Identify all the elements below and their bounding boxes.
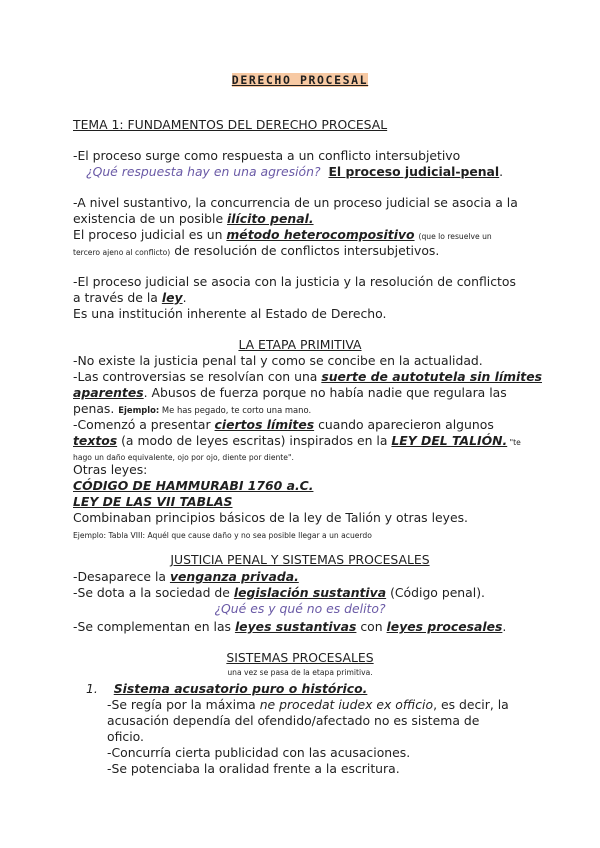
paragraph-line: a través de la ley.: [73, 290, 187, 305]
question-text: ¿Qué es y qué no es delito?: [214, 601, 386, 616]
section-heading-justicia: JUSTICIA PENAL Y SISTEMAS PROCESALES: [170, 552, 430, 567]
list-item-line: -Se potenciaba la oralidad frente a la escritura.: [107, 761, 400, 776]
document-title: DERECHO PROCESAL: [231, 73, 369, 87]
paragraph-line: -El proceso judicial se asocia con la justicia y la resolución de conflictos: [73, 274, 516, 289]
paragraph-line: Es una institución inherente al Estado de Derecho.: [73, 306, 387, 321]
paragraph-line: -Las controversias se resolvían con una suerte de autotutela sin límites: [73, 369, 542, 384]
list-item-line: -Concurría cierta publicidad con las acusaciones.: [107, 745, 411, 760]
paragraph-line: -Desaparece la venganza privada.: [73, 569, 299, 584]
law-entry: CÓDIGO DE HAMMURABI 1760 a.C.: [73, 478, 314, 493]
paragraph-line: aparentes. Abusos de fuerza porque no había nadie que regulara las: [73, 385, 507, 400]
answer-text: El proceso judicial-penal: [328, 164, 500, 179]
paragraph-line: -Comenzó a presentar ciertos límites cuando aparecieron algunos: [73, 417, 494, 432]
list-item-title: 1. Sistema acusatorio puro o histórico.: [86, 681, 368, 696]
law-entry: LEY DE LAS VII TABLAS: [73, 494, 233, 509]
section-heading-sistemas: SISTEMAS PROCESALES: [226, 650, 374, 665]
paragraph-line: -El proceso surge como respuesta a un conflicto intersubjetivo: [73, 148, 461, 163]
list-item-line: oficio.: [107, 729, 144, 744]
paragraph-line: tercero ajeno al conflicto) de resolución de conflictos intersubjetivos.: [73, 243, 440, 258]
question-answer-line: ¿Qué respuesta hay en una agresión? El proceso judicial-penal.: [86, 164, 504, 179]
paragraph-line: -Se dota a la sociedad de legislación sustantiva (Código penal).: [73, 585, 485, 600]
paragraph-line: penas. Ejemplo: Me has pegado, te corto una mano.: [73, 401, 312, 416]
section-heading-etapa: LA ETAPA PRIMITIVA: [238, 337, 362, 352]
subheading-note: una vez se pasa de la etapa primitiva.: [227, 668, 373, 677]
list-number: 1.: [86, 681, 98, 696]
page-title: [0, 72, 600, 88]
paragraph-line: El proceso judicial es un método heterocompositivo (que lo resuelve un: [73, 227, 492, 242]
paragraph-line: textos (a modo de leyes escritas) inspirados en la LEY DEL TALIÓN. "te: [73, 433, 521, 448]
question-line: [0, 601, 600, 617]
paragraph-line: Otras leyes:: [73, 462, 148, 477]
paragraph-line: -No existe la justicia penal tal y como se concibe en la actualidad.: [73, 353, 483, 368]
section-heading-tema1: TEMA 1: FUNDAMENTOS DEL DERECHO PROCESAL: [73, 117, 388, 132]
question-text: ¿Qué respuesta hay en una agresión?: [86, 164, 321, 179]
example-note: Ejemplo: Tabla VIII: Aquél que cause daño y no sea posible llegar a un acuerdo: [73, 531, 372, 540]
paragraph-line: -Se complementan en las leyes sustantivas con leyes procesales.: [73, 619, 507, 634]
paragraph-line: -A nivel sustantivo, la concurrencia de un proceso judicial se asocia a la: [73, 195, 518, 210]
paragraph-line: hago un daño equivalente, ojo por ojo, diente por diente".: [73, 453, 294, 462]
list-item-line: acusación dependía del ofendido/afectado no es sistema de: [107, 713, 480, 728]
list-item-line: -Se regía por la máxima ne procedat iudex ex officio, es decir, la: [107, 697, 509, 712]
paragraph-line: Combinaban principios básicos de la ley de Talión y otras leyes.: [73, 510, 468, 525]
paragraph-line: existencia de un posible ilícito penal.: [73, 211, 314, 226]
